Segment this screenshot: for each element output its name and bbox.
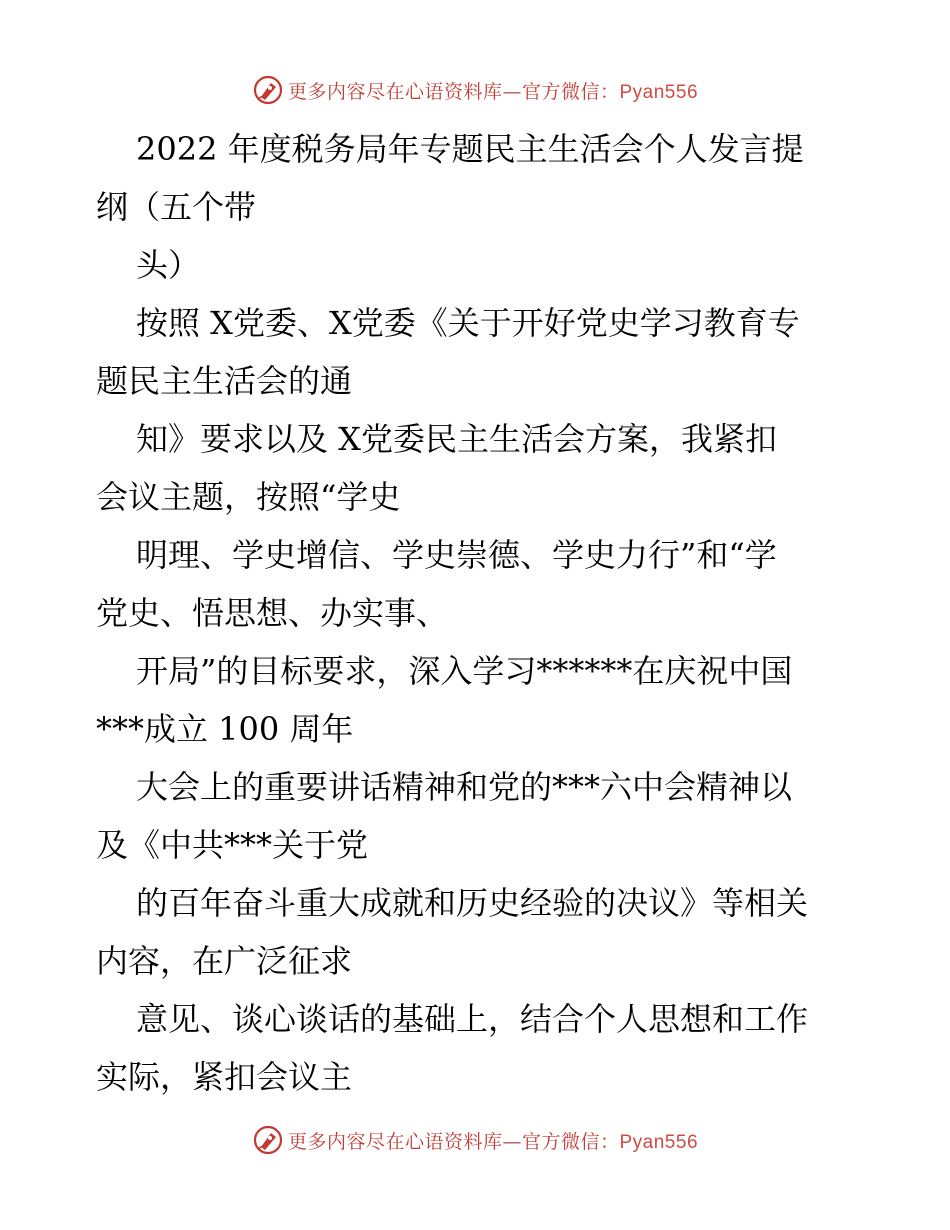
footer-account: Pyan556 bbox=[619, 1131, 699, 1153]
header-official-label: 官方微信： bbox=[521, 80, 620, 103]
pen-nib-logo-icon bbox=[252, 74, 284, 106]
text-line: 按照 X党委、X党委《关于开好党史学习教育专 bbox=[136, 304, 800, 342]
text-line: 明理、学史增信、学史崇德、学史力行”和“学 bbox=[136, 536, 777, 574]
text-line: 纲（五个带 bbox=[96, 188, 257, 226]
text-line: 党史、悟思想、办实事、 bbox=[96, 594, 449, 632]
header-dash: — bbox=[502, 80, 522, 103]
text-line: 开局”的目标要求，深入学习******在庆祝中国 bbox=[136, 652, 793, 690]
text-line: 实际，紧扣会议主 bbox=[96, 1058, 353, 1096]
footer-dash: — bbox=[502, 1130, 522, 1153]
text-line: 大会上的重要讲话精神和党的***六中会精神以 bbox=[136, 768, 793, 806]
text-line: 及《中共***关于党 bbox=[96, 826, 369, 864]
text-line: 知》要求以及 X党委民主生活会方案，我紧扣 bbox=[136, 420, 777, 458]
header-banner-text bbox=[288, 77, 698, 104]
text-line: ***成立 100 周年 bbox=[96, 710, 354, 748]
text-line: 内容，在广泛征求 bbox=[96, 942, 353, 980]
pen-nib-logo-icon bbox=[252, 1124, 284, 1156]
text-line: 意见、谈心谈话的基础上，结合个人思想和工作 bbox=[136, 1000, 809, 1038]
text-line: 会议主题，按照“学史 bbox=[96, 478, 401, 516]
text-line: 头） bbox=[136, 246, 201, 284]
text-line: 的百年奋斗重大成就和历史经验的决议》等相关 bbox=[136, 884, 809, 922]
text-line: 2022 年度税务局年专题民主生活会个人发言提 bbox=[136, 130, 804, 168]
document-body bbox=[96, 120, 856, 1106]
footer-official-label: 官方微信： bbox=[521, 1130, 620, 1153]
footer-banner-text bbox=[288, 1127, 698, 1154]
footer-banner bbox=[0, 1120, 950, 1160]
header-banner bbox=[0, 70, 950, 110]
text-line: 题民主生活会的通 bbox=[96, 362, 353, 400]
footer-site-text: 更多内容尽在心语资料库 bbox=[287, 1130, 503, 1153]
header-site-text: 更多内容尽在心语资料库 bbox=[287, 80, 503, 103]
header-account: Pyan556 bbox=[619, 81, 699, 103]
